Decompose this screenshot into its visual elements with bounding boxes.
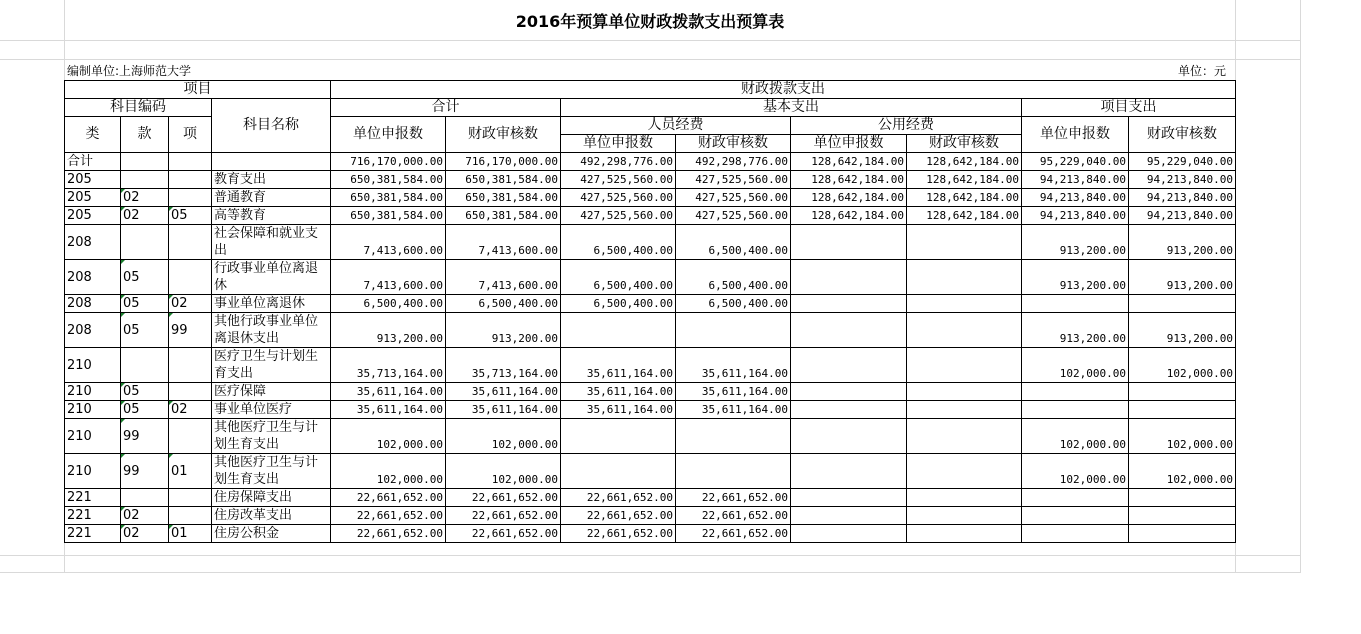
cell-kuan[interactable] — [121, 489, 169, 507]
cell-public-declared[interactable]: 128,642,184.00 — [791, 189, 907, 207]
table-row — [65, 419, 1236, 454]
cell-subject-name[interactable] — [212, 153, 331, 171]
cell-subject-name[interactable]: 其他医疗卫生与计划生育支出 — [212, 454, 331, 489]
cell-public-declared[interactable] — [791, 225, 907, 260]
cell-personnel-reviewed[interactable] — [676, 454, 791, 489]
cell-lei[interactable]: 210 — [65, 419, 121, 454]
table-row — [65, 507, 1236, 525]
cell-project-reviewed[interactable] — [1129, 295, 1236, 313]
header-total-declared: 单位申报数 — [331, 117, 446, 153]
cell-public-reviewed[interactable] — [907, 401, 1022, 419]
cell-kuan[interactable] — [121, 225, 169, 260]
cell-personnel-declared[interactable]: 427,525,560.00 — [561, 207, 676, 225]
cell-xiang[interactable] — [169, 383, 212, 401]
cell-project-reviewed[interactable]: 94,213,840.00 — [1129, 207, 1236, 225]
cell-total-reviewed[interactable]: 650,381,584.00 — [446, 207, 561, 225]
grid-row-line — [0, 555, 1300, 556]
cell-personnel-declared[interactable]: 35,611,164.00 — [561, 401, 676, 419]
cell-kuan[interactable]: 05 — [121, 401, 169, 419]
cell-personnel-reviewed[interactable]: 22,661,652.00 — [676, 525, 791, 543]
cell-xiang[interactable] — [169, 153, 212, 171]
cell-subject-name[interactable]: 事业单位医疗 — [212, 401, 331, 419]
cell-project-reviewed[interactable]: 913,200.00 — [1129, 225, 1236, 260]
cell-public-declared[interactable] — [791, 383, 907, 401]
cell-total-declared[interactable]: 102,000.00 — [331, 454, 446, 489]
cell-subject-name[interactable]: 事业单位离退休 — [212, 295, 331, 313]
cell-public-reviewed[interactable] — [907, 295, 1022, 313]
cell-public-reviewed[interactable] — [907, 507, 1022, 525]
cell-public-reviewed[interactable]: 128,642,184.00 — [907, 189, 1022, 207]
cell-personnel-declared[interactable] — [561, 419, 676, 454]
cell-project-reviewed[interactable]: 913,200.00 — [1129, 313, 1236, 348]
cell-project-reviewed[interactable] — [1129, 507, 1236, 525]
cell-xiang[interactable] — [169, 260, 212, 295]
cell-total-declared[interactable]: 650,381,584.00 — [331, 207, 446, 225]
cell-lei[interactable]: 合计 — [65, 153, 121, 171]
cell-project-reviewed[interactable]: 913,200.00 — [1129, 260, 1236, 295]
cell-personnel-reviewed[interactable]: 6,500,400.00 — [676, 295, 791, 313]
cell-total-declared[interactable]: 35,713,164.00 — [331, 348, 446, 383]
cell-personnel-reviewed[interactable]: 427,525,560.00 — [676, 207, 791, 225]
cell-subject-name[interactable]: 行政事业单位离退休 — [212, 260, 331, 295]
compiling-unit-label: 编制单位:上海师范大学 — [67, 64, 192, 78]
cell-public-declared[interactable] — [791, 507, 907, 525]
cell-total-reviewed[interactable]: 102,000.00 — [446, 454, 561, 489]
cell-kuan[interactable]: 05 — [121, 383, 169, 401]
cell-personnel-reviewed[interactable]: 22,661,652.00 — [676, 507, 791, 525]
cell-xiang[interactable]: 02 — [169, 401, 212, 419]
cell-subject-name[interactable]: 其他行政事业单位离退休支出 — [212, 313, 331, 348]
currency-unit-label: 单位：元 — [1178, 64, 1227, 78]
cell-personnel-declared[interactable]: 427,525,560.00 — [561, 171, 676, 189]
cell-project-reviewed[interactable]: 94,213,840.00 — [1129, 189, 1236, 207]
cell-total-reviewed[interactable]: 7,413,600.00 — [446, 225, 561, 260]
cell-lei[interactable]: 208 — [65, 260, 121, 295]
cell-personnel-declared[interactable]: 6,500,400.00 — [561, 225, 676, 260]
cell-public-reviewed[interactable] — [907, 489, 1022, 507]
header-project-reviewed: 财政审核数 — [1129, 117, 1236, 153]
table-row — [65, 153, 1236, 171]
header-item: 项目 — [65, 81, 331, 99]
cell-personnel-reviewed[interactable]: 492,298,776.00 — [676, 153, 791, 171]
cell-lei[interactable]: 210 — [65, 383, 121, 401]
header-basic-expenditure: 基本支出 — [561, 99, 1022, 117]
cell-total-reviewed[interactable]: 35,713,164.00 — [446, 348, 561, 383]
header-fiscal-expenditure: 财政拨款支出 — [331, 81, 1236, 99]
cell-public-declared[interactable] — [791, 489, 907, 507]
cell-project-declared[interactable] — [1022, 525, 1129, 543]
cell-xiang[interactable] — [169, 189, 212, 207]
cell-total-reviewed[interactable]: 35,611,164.00 — [446, 401, 561, 419]
table-row — [65, 171, 1236, 189]
cell-personnel-reviewed[interactable] — [676, 313, 791, 348]
cell-project-declared[interactable]: 94,213,840.00 — [1022, 171, 1129, 189]
cell-personnel-reviewed[interactable]: 35,611,164.00 — [676, 348, 791, 383]
cell-project-declared[interactable]: 102,000.00 — [1022, 419, 1129, 454]
cell-subject-name[interactable]: 医疗卫生与计划生育支出 — [212, 348, 331, 383]
cell-xiang[interactable]: 05 — [169, 207, 212, 225]
header-total: 合计 — [331, 99, 561, 117]
cell-lei[interactable]: 205 — [65, 207, 121, 225]
cell-personnel-reviewed[interactable]: 35,611,164.00 — [676, 401, 791, 419]
cell-personnel-declared[interactable]: 6,500,400.00 — [561, 260, 676, 295]
cell-subject-name[interactable]: 其他医疗卫生与计划生育支出 — [212, 419, 331, 454]
cell-total-reviewed[interactable]: 7,413,600.00 — [446, 260, 561, 295]
table-row — [65, 383, 1236, 401]
cell-xiang[interactable]: 01 — [169, 454, 212, 489]
table-row — [65, 189, 1236, 207]
cell-kuan[interactable]: 02 — [121, 525, 169, 543]
cell-lei[interactable]: 221 — [65, 507, 121, 525]
cell-total-reviewed[interactable]: 650,381,584.00 — [446, 171, 561, 189]
cell-public-reviewed[interactable] — [907, 260, 1022, 295]
cell-total-declared[interactable]: 35,611,164.00 — [331, 401, 446, 419]
cell-total-reviewed[interactable]: 6,500,400.00 — [446, 295, 561, 313]
cell-personnel-reviewed[interactable]: 427,525,560.00 — [676, 189, 791, 207]
cell-lei[interactable]: 210 — [65, 401, 121, 419]
cell-kuan[interactable]: 05 — [121, 313, 169, 348]
cell-personnel-reviewed[interactable]: 6,500,400.00 — [676, 225, 791, 260]
cell-personnel-declared[interactable]: 35,611,164.00 — [561, 348, 676, 383]
cell-xiang[interactable] — [169, 225, 212, 260]
cell-kuan[interactable] — [121, 171, 169, 189]
cell-total-declared[interactable]: 913,200.00 — [331, 313, 446, 348]
cell-project-declared[interactable]: 913,200.00 — [1022, 313, 1129, 348]
cell-project-reviewed[interactable] — [1129, 489, 1236, 507]
cell-project-reviewed[interactable] — [1129, 383, 1236, 401]
cell-kuan[interactable]: 02 — [121, 189, 169, 207]
cell-project-reviewed[interactable]: 102,000.00 — [1129, 454, 1236, 489]
cell-subject-name[interactable]: 高等教育 — [212, 207, 331, 225]
cell-xiang[interactable] — [169, 348, 212, 383]
cell-kuan[interactable] — [121, 153, 169, 171]
cell-total-declared[interactable]: 7,413,600.00 — [331, 225, 446, 260]
cell-project-declared[interactable]: 95,229,040.00 — [1022, 153, 1129, 171]
cell-project-declared[interactable]: 913,200.00 — [1022, 260, 1129, 295]
cell-personnel-declared[interactable]: 35,611,164.00 — [561, 383, 676, 401]
header-lei: 类 — [65, 117, 121, 153]
cell-total-declared[interactable]: 7,413,600.00 — [331, 260, 446, 295]
cell-personnel-reviewed[interactable]: 35,611,164.00 — [676, 383, 791, 401]
header-personnel-declared: 单位申报数 — [561, 135, 676, 153]
cell-project-declared[interactable]: 94,213,840.00 — [1022, 189, 1129, 207]
header-project-expenditure: 项目支出 — [1022, 99, 1236, 117]
cell-public-reviewed[interactable] — [907, 348, 1022, 383]
cell-xiang[interactable] — [169, 489, 212, 507]
cell-lei[interactable]: 208 — [65, 313, 121, 348]
header-public-reviewed: 财政审核数 — [907, 135, 1022, 153]
cell-lei[interactable]: 208 — [65, 225, 121, 260]
cell-project-declared[interactable]: 913,200.00 — [1022, 225, 1129, 260]
cell-total-reviewed[interactable]: 22,661,652.00 — [446, 489, 561, 507]
cell-public-declared[interactable] — [791, 260, 907, 295]
cell-kuan[interactable]: 99 — [121, 454, 169, 489]
header-subject-code: 科目编码 — [65, 99, 212, 117]
cell-xiang[interactable] — [169, 507, 212, 525]
cell-total-reviewed[interactable]: 22,661,652.00 — [446, 525, 561, 543]
cell-public-declared[interactable] — [791, 419, 907, 454]
cell-public-declared[interactable] — [791, 295, 907, 313]
cell-lei[interactable]: 210 — [65, 348, 121, 383]
cell-public-declared[interactable] — [791, 348, 907, 383]
cell-subject-name[interactable]: 社会保障和就业支出 — [212, 225, 331, 260]
table-row — [65, 489, 1236, 507]
cell-project-declared[interactable] — [1022, 295, 1129, 313]
cell-xiang[interactable] — [169, 419, 212, 454]
cell-subject-name[interactable]: 教育支出 — [212, 171, 331, 189]
table-row — [65, 348, 1236, 383]
cell-subject-name[interactable]: 住房公积金 — [212, 525, 331, 543]
cell-total-declared[interactable]: 650,381,584.00 — [331, 171, 446, 189]
cell-public-declared[interactable]: 128,642,184.00 — [791, 171, 907, 189]
cell-kuan[interactable]: 05 — [121, 295, 169, 313]
cell-xiang[interactable]: 01 — [169, 525, 212, 543]
cell-project-reviewed[interactable]: 95,229,040.00 — [1129, 153, 1236, 171]
cell-project-declared[interactable]: 102,000.00 — [1022, 454, 1129, 489]
table-row — [65, 313, 1236, 348]
cell-xiang[interactable]: 99 — [169, 313, 212, 348]
cell-personnel-reviewed[interactable]: 22,661,652.00 — [676, 489, 791, 507]
cell-project-reviewed[interactable]: 94,213,840.00 — [1129, 171, 1236, 189]
cell-public-declared[interactable]: 128,642,184.00 — [791, 207, 907, 225]
header-public: 公用经费 — [791, 117, 1022, 135]
cell-subject-name[interactable]: 医疗保障 — [212, 383, 331, 401]
cell-project-reviewed[interactable]: 102,000.00 — [1129, 419, 1236, 454]
cell-project-reviewed[interactable]: 102,000.00 — [1129, 348, 1236, 383]
cell-total-declared[interactable]: 102,000.00 — [331, 419, 446, 454]
cell-total-declared[interactable]: 6,500,400.00 — [331, 295, 446, 313]
cell-lei[interactable]: 208 — [65, 295, 121, 313]
cell-public-reviewed[interactable]: 128,642,184.00 — [907, 153, 1022, 171]
table-row — [65, 525, 1236, 543]
cell-project-declared[interactable] — [1022, 383, 1129, 401]
grid-row-line — [0, 40, 1300, 41]
header-kuan: 款 — [121, 117, 169, 153]
cell-total-declared[interactable]: 35,611,164.00 — [331, 383, 446, 401]
cell-total-declared[interactable]: 650,381,584.00 — [331, 189, 446, 207]
table-row — [65, 401, 1236, 419]
cell-lei[interactable]: 205 — [65, 171, 121, 189]
budget-table-body — [65, 153, 1236, 543]
cell-project-declared[interactable]: 94,213,840.00 — [1022, 207, 1129, 225]
cell-public-reviewed[interactable]: 128,642,184.00 — [907, 171, 1022, 189]
cell-personnel-reviewed[interactable] — [676, 419, 791, 454]
cell-project-reviewed[interactable] — [1129, 525, 1236, 543]
cell-kuan[interactable] — [121, 348, 169, 383]
cell-public-reviewed[interactable] — [907, 313, 1022, 348]
cell-personnel-declared[interactable]: 492,298,776.00 — [561, 153, 676, 171]
cell-public-declared[interactable]: 128,642,184.00 — [791, 153, 907, 171]
cell-personnel-declared[interactable]: 427,525,560.00 — [561, 189, 676, 207]
header-personnel-reviewed: 财政审核数 — [676, 135, 791, 153]
cell-public-reviewed[interactable] — [907, 383, 1022, 401]
cell-project-declared[interactable] — [1022, 401, 1129, 419]
cell-total-reviewed[interactable]: 650,381,584.00 — [446, 189, 561, 207]
cell-kuan[interactable]: 05 — [121, 260, 169, 295]
cell-project-declared[interactable]: 102,000.00 — [1022, 348, 1129, 383]
header-subject-name: 科目名称 — [212, 99, 331, 153]
cell-lei[interactable]: 221 — [65, 489, 121, 507]
table-row — [65, 454, 1236, 489]
cell-kuan[interactable]: 02 — [121, 507, 169, 525]
cell-kuan[interactable]: 02 — [121, 207, 169, 225]
cell-public-reviewed[interactable] — [907, 454, 1022, 489]
cell-personnel-declared[interactable] — [561, 454, 676, 489]
table-row — [65, 225, 1236, 260]
table-row — [65, 207, 1236, 225]
header-xiang: 项 — [169, 117, 212, 153]
cell-personnel-declared[interactable] — [561, 313, 676, 348]
grid-row-line — [0, 59, 1300, 60]
cell-total-declared[interactable]: 22,661,652.00 — [331, 507, 446, 525]
cell-public-reviewed[interactable] — [907, 419, 1022, 454]
cell-total-reviewed[interactable]: 22,661,652.00 — [446, 507, 561, 525]
table-row — [65, 295, 1236, 313]
sheet-title: 2016年预算单位财政拨款支出预算表 — [65, 10, 1235, 34]
cell-personnel-declared[interactable]: 22,661,652.00 — [561, 489, 676, 507]
cell-lei[interactable]: 221 — [65, 525, 121, 543]
cell-subject-name[interactable]: 普通教育 — [212, 189, 331, 207]
header-personnel: 人员经费 — [561, 117, 791, 135]
cell-personnel-declared[interactable]: 6,500,400.00 — [561, 295, 676, 313]
cell-project-declared[interactable] — [1022, 489, 1129, 507]
cell-subject-name[interactable]: 住房改革支出 — [212, 507, 331, 525]
header-public-declared: 单位申报数 — [791, 135, 907, 153]
cell-personnel-declared[interactable]: 22,661,652.00 — [561, 525, 676, 543]
cell-project-declared[interactable] — [1022, 507, 1129, 525]
cell-total-declared[interactable]: 22,661,652.00 — [331, 489, 446, 507]
cell-personnel-declared[interactable]: 22,661,652.00 — [561, 507, 676, 525]
cell-public-declared[interactable] — [791, 401, 907, 419]
cell-public-declared[interactable] — [791, 313, 907, 348]
cell-total-declared[interactable]: 716,170,000.00 — [331, 153, 446, 171]
cell-total-reviewed[interactable]: 35,611,164.00 — [446, 383, 561, 401]
cell-public-reviewed[interactable] — [907, 525, 1022, 543]
cell-public-declared[interactable] — [791, 454, 907, 489]
cell-public-reviewed[interactable] — [907, 225, 1022, 260]
cell-lei[interactable]: 205 — [65, 189, 121, 207]
cell-personnel-reviewed[interactable]: 6,500,400.00 — [676, 260, 791, 295]
cell-personnel-reviewed[interactable]: 427,525,560.00 — [676, 171, 791, 189]
header-total-reviewed: 财政审核数 — [446, 117, 561, 153]
cell-public-declared[interactable] — [791, 525, 907, 543]
cell-subject-name[interactable]: 住房保障支出 — [212, 489, 331, 507]
cell-xiang[interactable]: 02 — [169, 295, 212, 313]
cell-lei[interactable]: 210 — [65, 454, 121, 489]
cell-total-declared[interactable]: 22,661,652.00 — [331, 525, 446, 543]
budget-table — [64, 80, 1236, 543]
cell-total-reviewed[interactable]: 913,200.00 — [446, 313, 561, 348]
cell-project-reviewed[interactable] — [1129, 401, 1236, 419]
cell-public-reviewed[interactable]: 128,642,184.00 — [907, 207, 1022, 225]
cell-total-reviewed[interactable]: 716,170,000.00 — [446, 153, 561, 171]
header-project-declared: 单位申报数 — [1022, 117, 1129, 153]
cell-xiang[interactable] — [169, 171, 212, 189]
cell-kuan[interactable]: 99 — [121, 419, 169, 454]
cell-total-reviewed[interactable]: 102,000.00 — [446, 419, 561, 454]
table-row — [65, 260, 1236, 295]
